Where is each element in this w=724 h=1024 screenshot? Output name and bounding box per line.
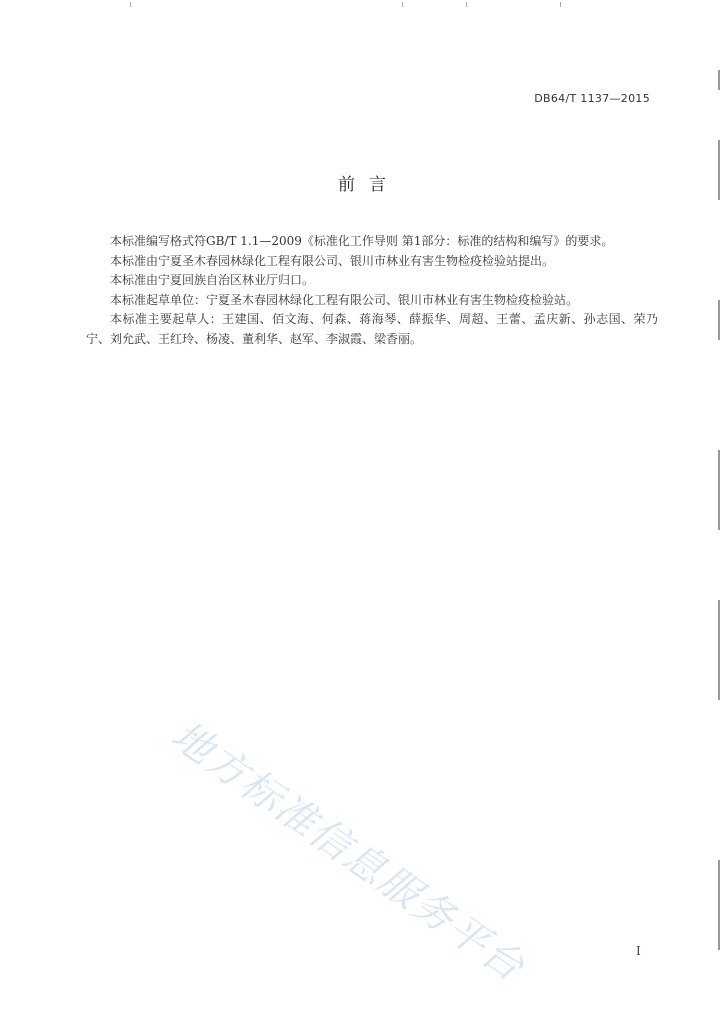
paragraph-drafters: 本标准主要起草人：王建国、佰文海、何森、蒋海琴、薛振华、周超、王蕾、孟庆新、孙志国、荣乃宁、刘允武、王红玲、杨凌、董利华、赵军、李淑霞、梁香丽。 xyxy=(86,312,658,346)
page-title: 前言 xyxy=(338,175,400,195)
paragraph-administrator: 本标准由宁夏回族自治区林业厅归口。 xyxy=(110,273,315,287)
scan-edge-marks-right xyxy=(714,0,724,1024)
paragraph-proposer: 本标准由宁夏圣木春园林绿化工程有限公司、银川市林业有害生物检疫检验站提出。 xyxy=(110,253,555,268)
paragraph-format: 本标准编写格式符GB/T 1.1—2009《标准化工作导则 第1部分：标准的结构和编写》的要求。 xyxy=(110,234,614,248)
watermark: 地方标准信息服务平台 xyxy=(162,712,534,992)
page-number: I xyxy=(636,944,641,958)
paragraph-drafting-units: 本标准起草单位：宁夏圣木春园林绿化工程有限公司、银川市林业有害生物检疫检验站。 xyxy=(110,292,579,307)
foreword-body xyxy=(86,232,658,349)
standard-number: DB64/T 1137—2015 xyxy=(534,92,650,105)
